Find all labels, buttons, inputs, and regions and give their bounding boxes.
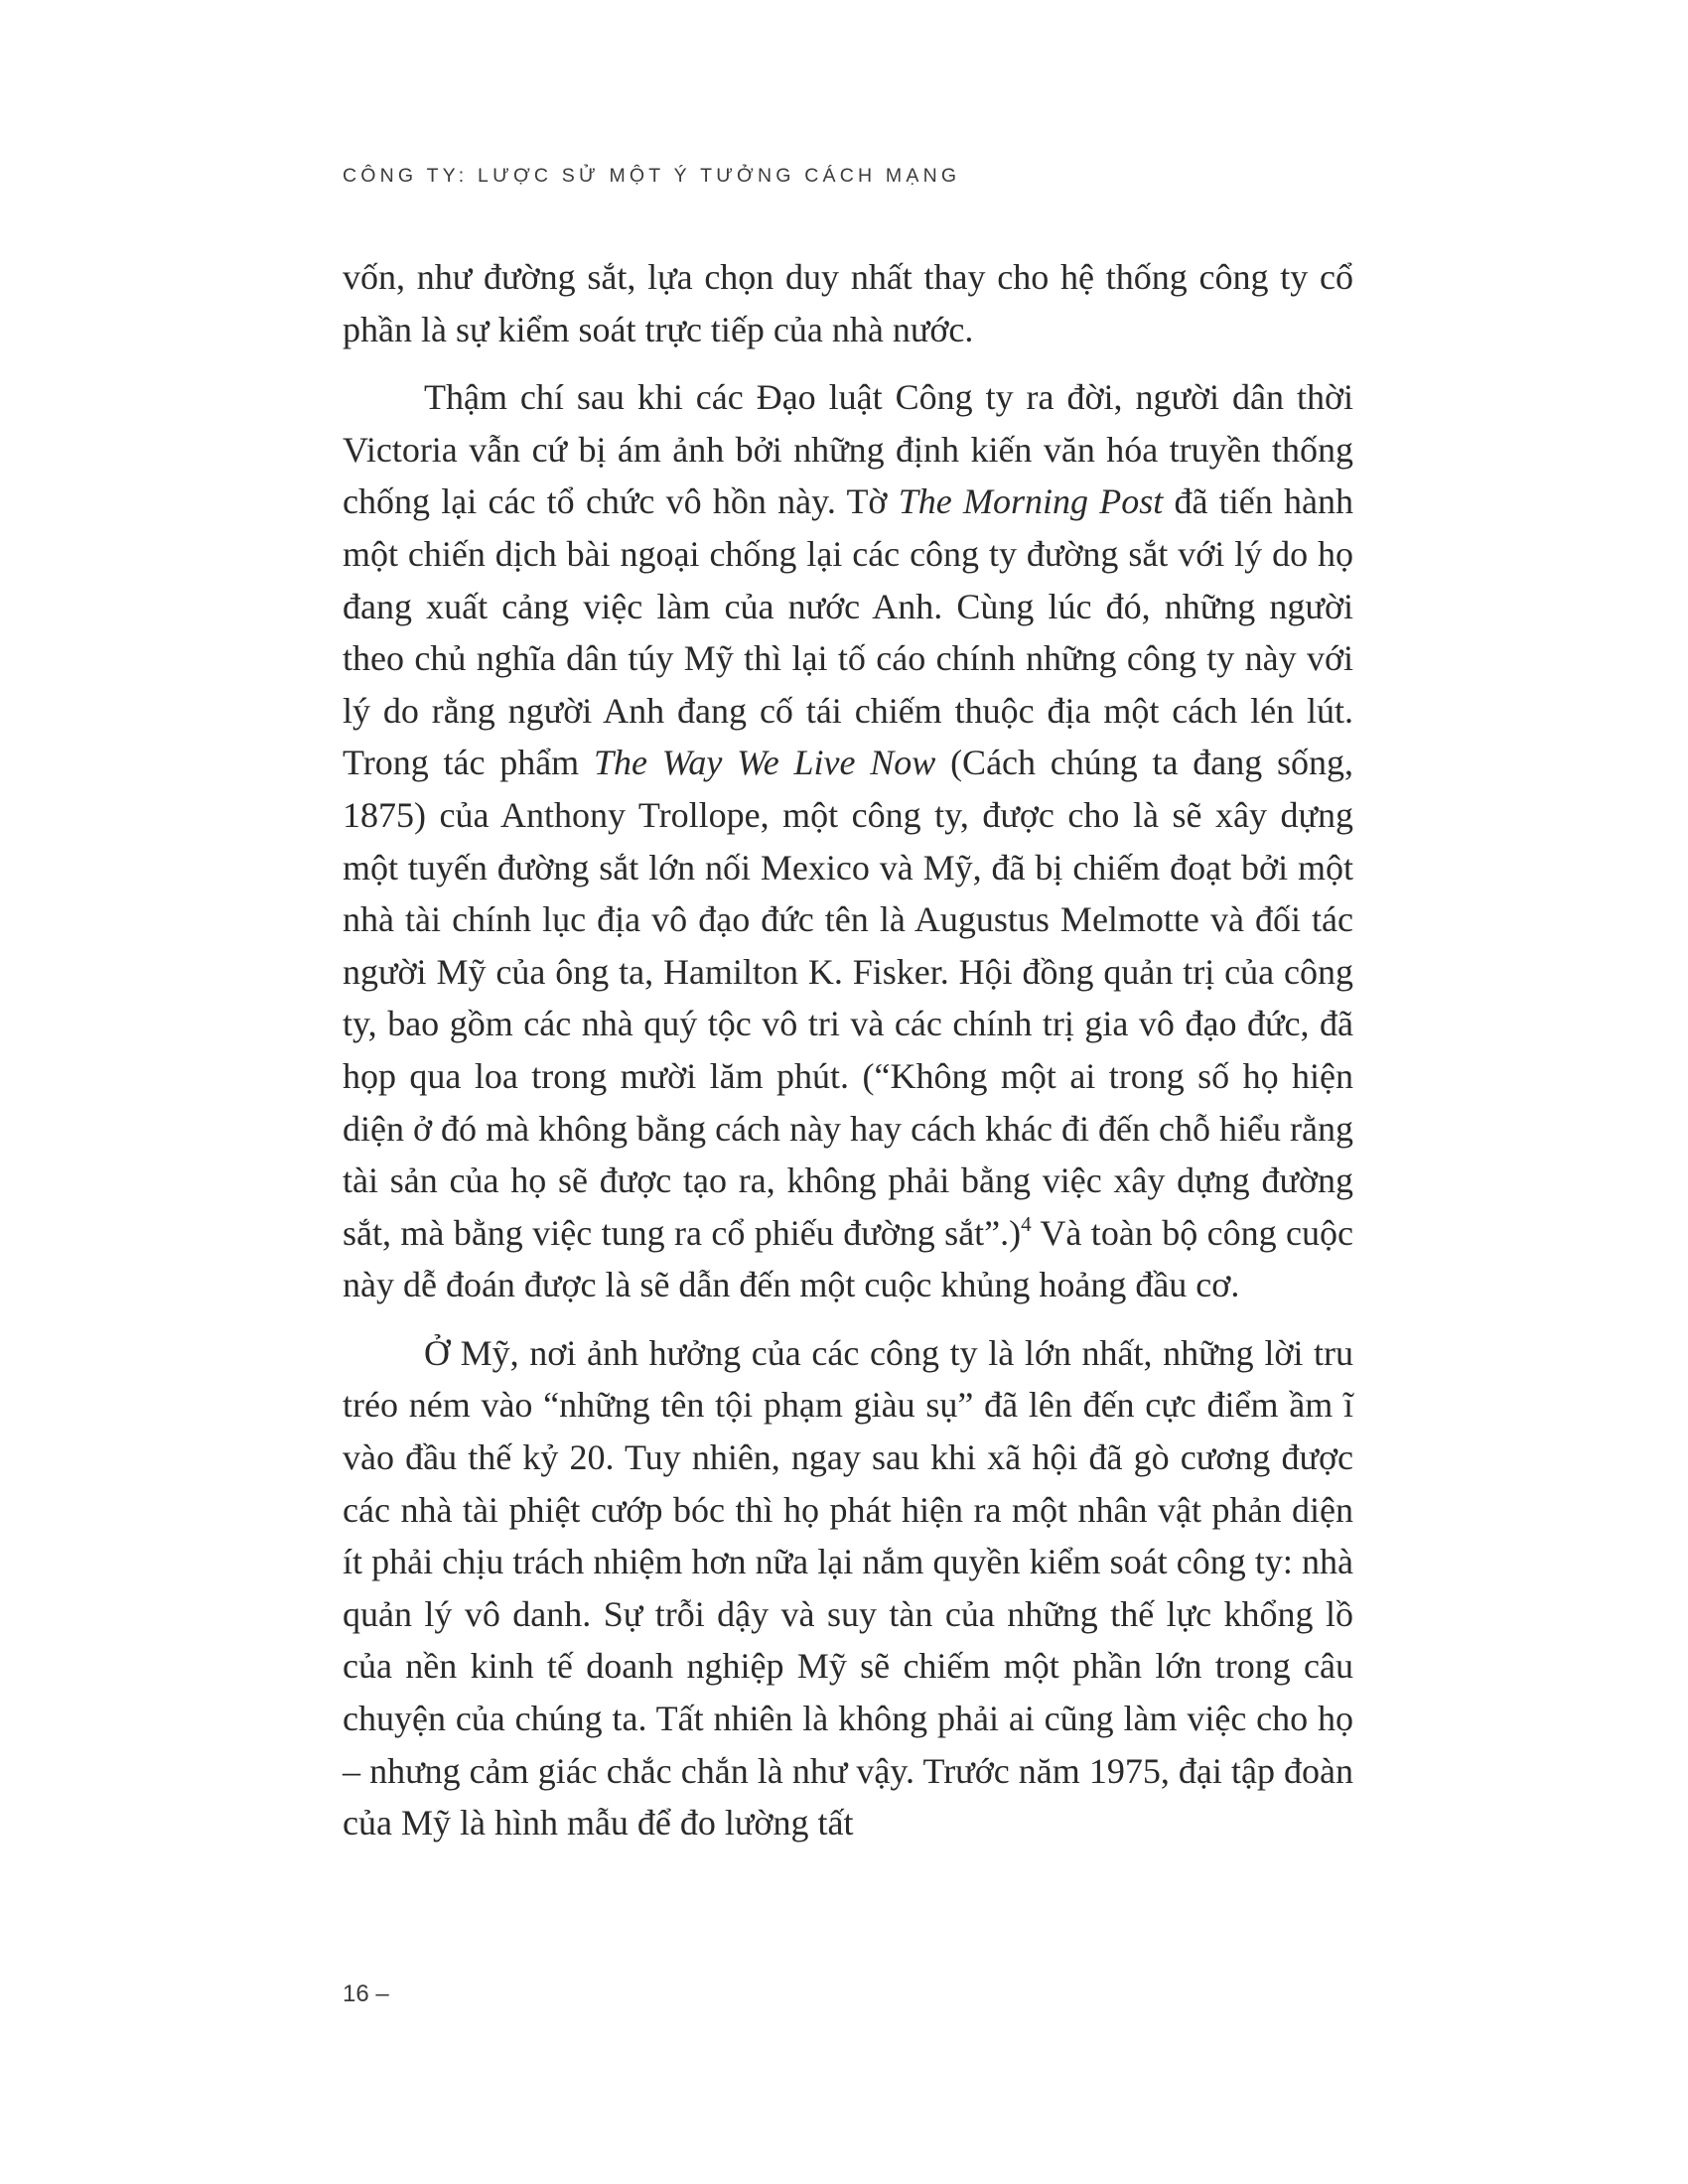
paragraph-america: Ở Mỹ, nơi ảnh hưởng của các công ty là lớn nhất, những lời tru tréo ném vào “những tên tội phạm giàu sụ” đã lên đến cực điểm ầm ĩ vào đầu thế kỷ 20. Tuy nhiên, ngay sau khi xã hội đã gò cương được các nhà tài phiệt cướp bóc thì họ phát hiện ra một nhân vật phản diện ít phải chịu trách nhiệm hơn nữa lại nắm quyền kiểm soát công ty: nhà quản lý vô danh. Sự trỗi dậy và suy tàn của những thế lực khổng lồ của nền kinh tế doanh nghiệp Mỹ sẽ chiếm một phần lớn trong câu chuyện của chúng ta. Tất nhiên là không phải ai cũng làm việc cho họ – nhưng cảm giác chắc chắn là như vậy. Trước năm 1975, đại tập đoàn của Mỹ là hình mẫu để đo lường tất [343, 1332, 1353, 1843]
paragraph-text: (Cách chúng ta đang sống, 1875) của Anthony Trollope, một công ty, được cho là sẽ xây dựng một tuyến đường sắt lớn nối Mexico và Mỹ, đã bị chiếm đoạt bởi một nhà tài chính lục địa vô đạo đức tên là Augustus Melmotte và đối tác người Mỹ của ông ta, Hamilton K. Fisker. Hội đồng quản trị của công ty, bao gồm các nhà quý tộc vô tri và các chính trị gia vô đạo đức, đã họp qua loa trong mười lăm phút. (“Không một ai trong số họ hiện diện ở đó mà không bằng cách này hay cách khác đi đến chỗ hiểu rằng tài sản của họ sẽ được tạo ra, không phải bằng việc xây dựng đường sắt, mà bằng việc tung ra cổ phiếu đường sắt”.) [343, 743, 1354, 1253]
paragraph-victorian-prejudice [343, 371, 1353, 1311]
paragraph-text: Và toàn bộ công cuộc này dễ đoán được là sẽ dẫn đến một cuộc khủng hoảng đầu cơ. [343, 1212, 1353, 1305]
footnote-marker: 4 [1021, 1211, 1032, 1236]
body-text [343, 251, 1353, 1849]
page-number: 16 – [343, 1980, 389, 2007]
italic-title-morning-post: The Morning Post [898, 481, 1164, 522]
paragraph-text: Thậm chí sau khi các Đạo luật Công ty ra đời, người dân thời Victoria vẫn cứ bị ám ảnh bởi những định kiến văn hóa truyền thống chống lại các tổ chức vô hồn này. Tờ [343, 377, 1353, 522]
italic-title-way-we-live-now: The Way We Live Now [593, 743, 936, 783]
paragraph-continuation: vốn, như đường sắt, lựa chọn duy nhất thay cho hệ thống công ty cổ phần là sự kiểm soát trực tiếp của nhà nước. [343, 257, 1353, 349]
paragraph-text: đã tiến hành một chiến dịch bài ngoại chống lại các công ty đường sắt với lý do họ đang xuất cảng việc làm của nước Anh. Cùng lúc đó, những người theo chủ nghĩa dân túy Mỹ thì lại tố cáo chính những công ty này với lý do rằng người Anh đang cố tái chiếm thuộc địa một cách lén lút. Trong tác phẩm [343, 481, 1353, 783]
running-header: CÔNG TY: LƯỢC SỬ MỘT Ý TƯỞNG CÁCH MẠNG [343, 165, 961, 187]
